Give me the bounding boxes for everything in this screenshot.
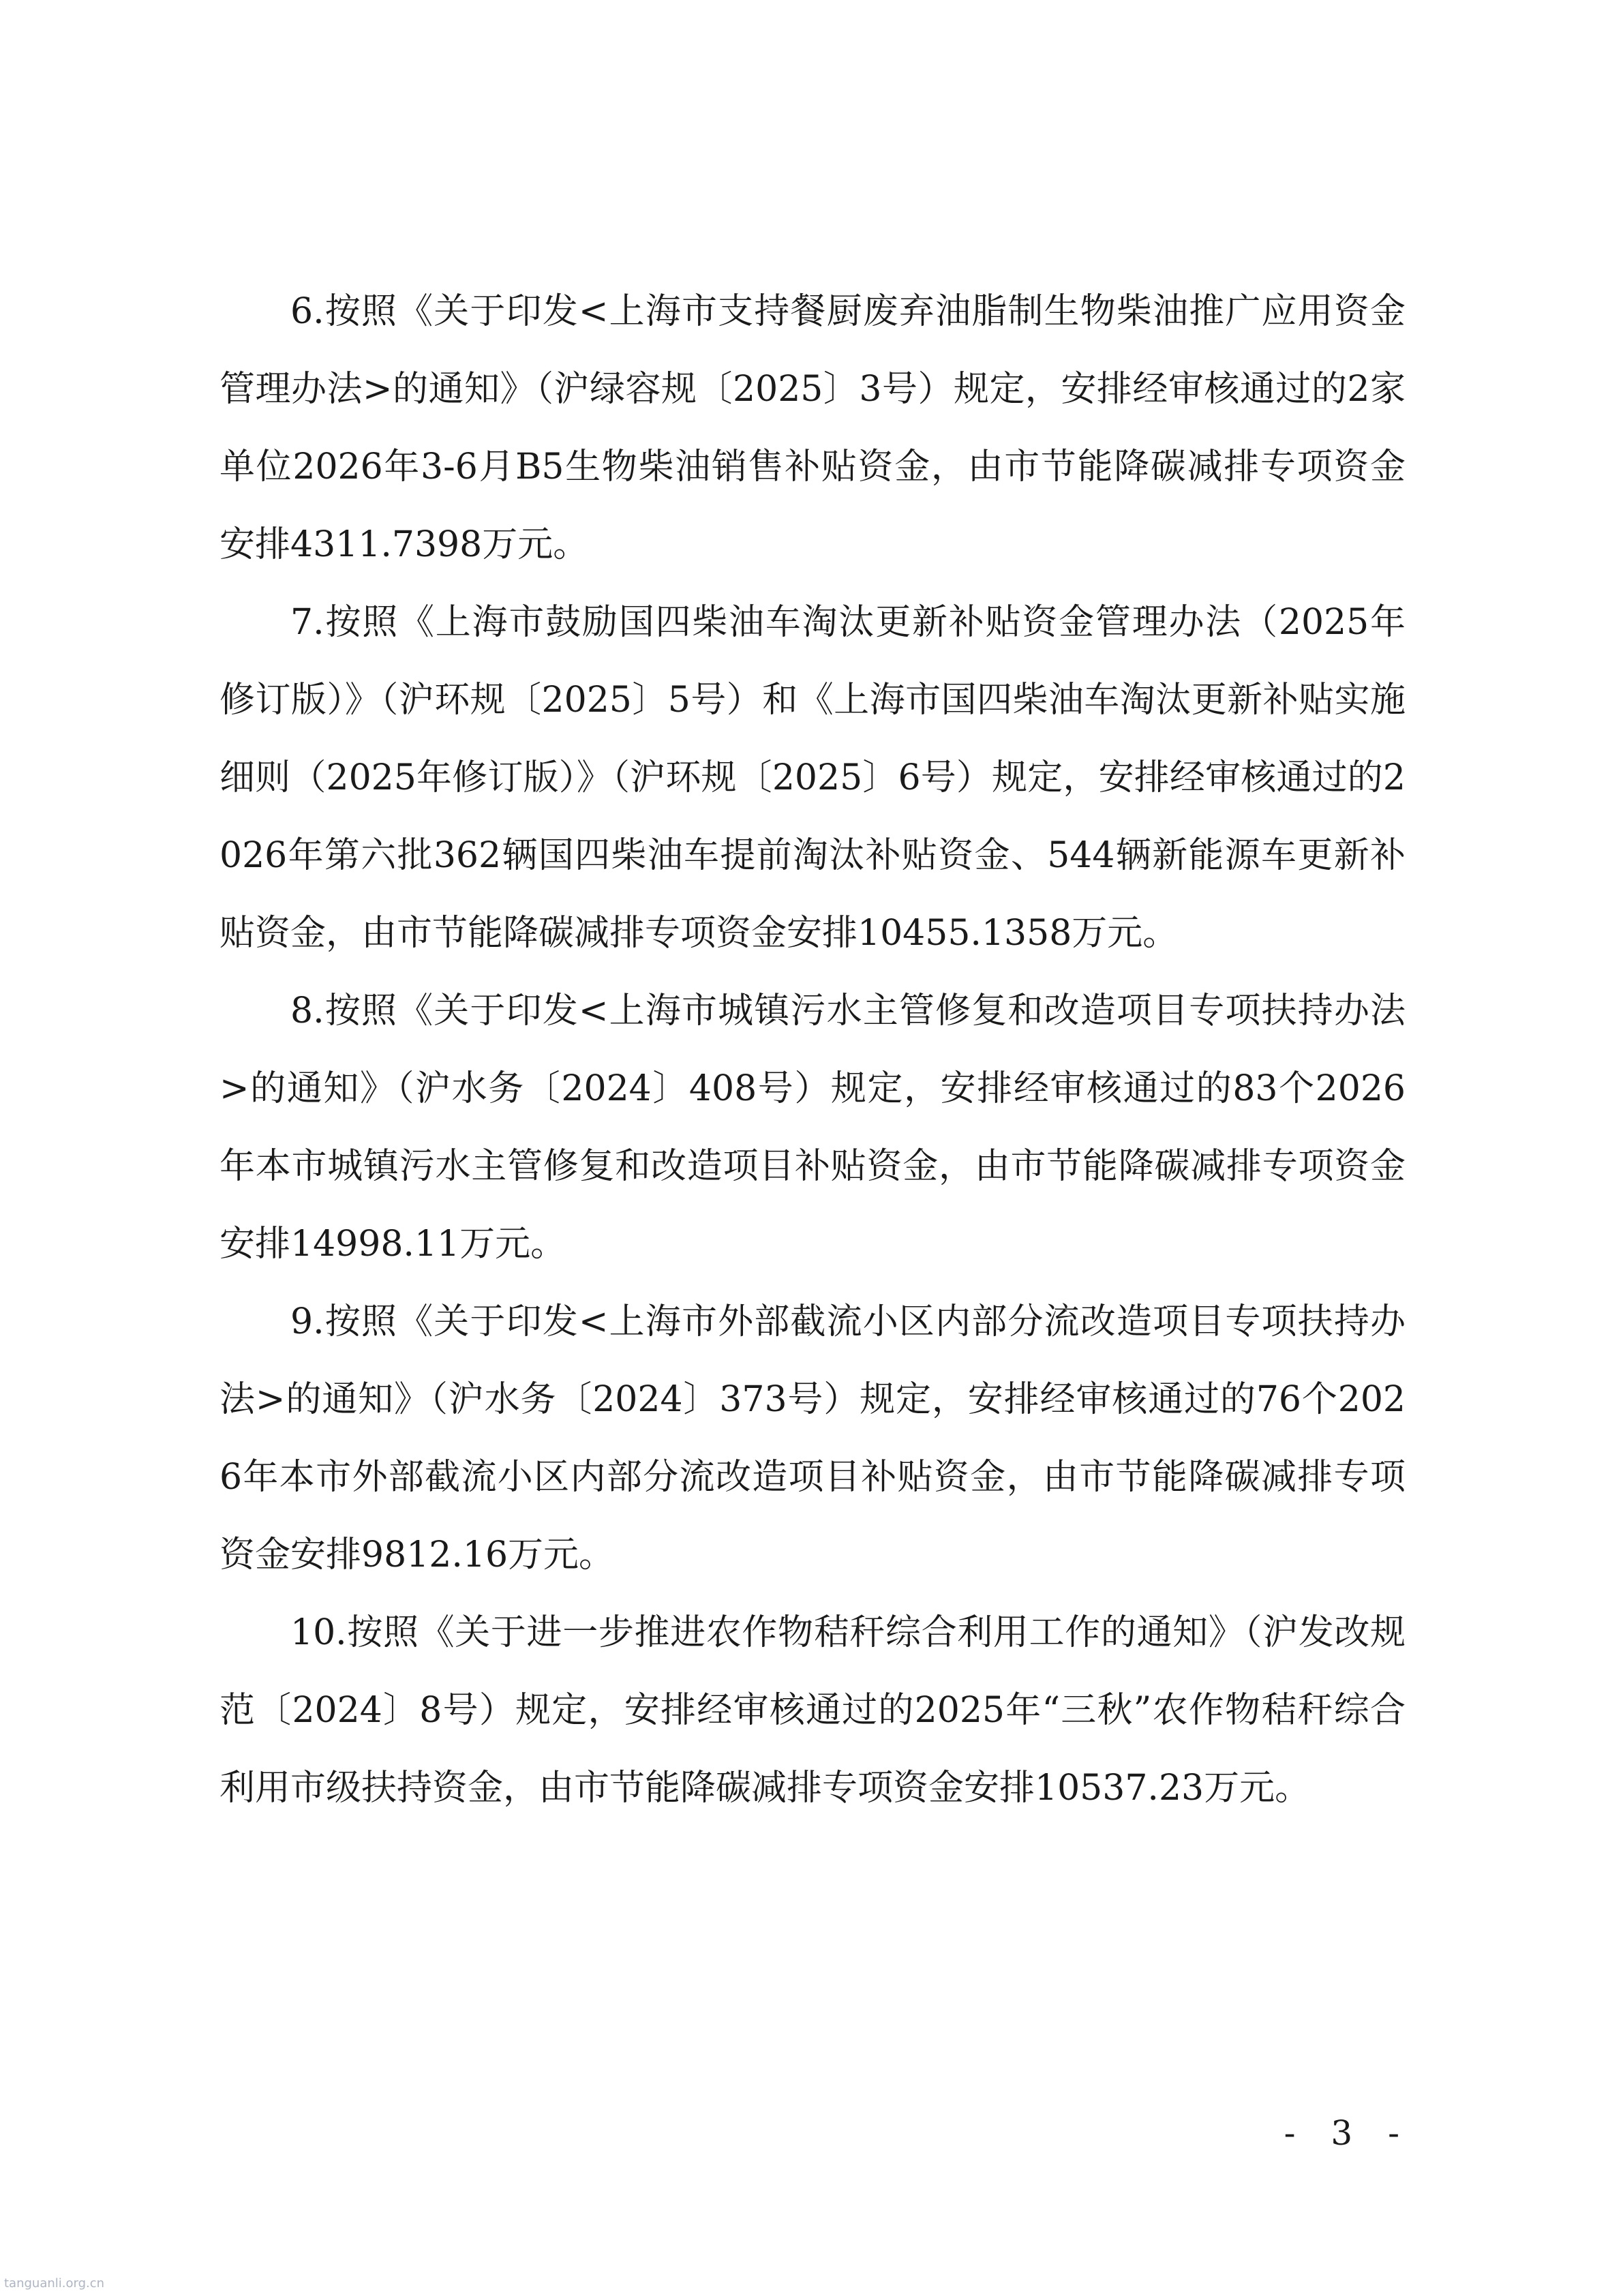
- paragraph-item-7: 7.按照《上海市鼓励国四柴油车淘汰更新补贴资金管理办法（2025年修订版）》（沪环规〔2025〕5号）和《上海市国四柴油车淘汰更新补贴实施细则（2025年修订版）》（沪环规〔2025〕6号）规定，安排经审核通过的2026年第六批362辆国四柴油车提前淘汰补贴资金、544辆新能源车更新补贴资金，由市节能降碳减排专项资金安排10455.1358万元。: [219, 602, 1406, 954]
- paragraph-item-9: 9.按照《关于印发<上海市外部截流小区内部分流改造项目专项扶持办法>的通知》（沪水务〔2024〕373号）规定，安排经审核通过的76个2026年本市外部截流小区内部分流改造项目补贴资金，由市节能降碳减排专项资金安排9812.16万元。: [219, 1301, 1406, 1575]
- site-watermark: tanguanli.org.cn: [4, 2276, 105, 2291]
- document-body: [219, 273, 1406, 1827]
- page-number: - 3 -: [1284, 2113, 1412, 2153]
- paragraph-item-10: 10.按照《关于进一步推进农作物秸秆综合利用工作的通知》（沪发改规范〔2024〕8号）规定，安排经审核通过的2025年“三秋”农作物秸秆综合利用市级扶持资金，由市节能降碳减排专项资金安排10537.23万元。: [219, 1612, 1406, 1809]
- paragraph-item-6: 6.按照《关于印发<上海市支持餐厨废弃油脂制生物柴油推广应用资金管理办法>的通知》（沪绿容规〔2025〕3号）规定，安排经审核通过的2家单位2026年3-6月B5生物柴油销售补贴资金，由市节能降碳减排专项资金安排4311.7398万元。: [219, 291, 1406, 565]
- paragraph-item-8: 8.按照《关于印发<上海市城镇污水主管修复和改造项目专项扶持办法>的通知》（沪水务〔2024〕408号）规定，安排经审核通过的83个2026年本市城镇污水主管修复和改造项目补贴资金，由市节能降碳减排专项资金安排14998.11万元。: [219, 991, 1406, 1265]
